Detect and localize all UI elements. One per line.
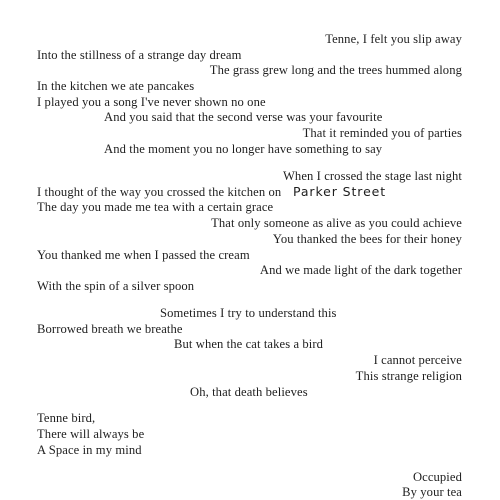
poem-line: With the spin of a silver spoon — [37, 279, 195, 293]
poem-line: The day you made me tea with a certain grace — [37, 200, 274, 214]
poem-line: And the moment you no longer have something to say — [104, 142, 383, 156]
poem-line: There will always be — [37, 427, 145, 441]
poem-line: And you said that the second verse was your favourite — [104, 110, 383, 124]
poem-line: But when the cat takes a bird — [174, 337, 324, 351]
poem-line: In the kitchen we ate pancakes — [37, 79, 195, 93]
poem-line: Into the stillness of a strange day dream — [37, 48, 242, 62]
poem-line: That it reminded you of parties — [302, 126, 462, 140]
poem-line: That only someone as alive as you could achieve — [211, 216, 462, 230]
poem-line: Sometimes I try to understand this — [160, 306, 337, 320]
poem-line: Tenne, I felt you slip away — [325, 32, 462, 46]
poem-line: When I crossed the stage last night — [282, 169, 462, 183]
poem-line: And we made light of the dark together — [259, 263, 462, 277]
poem-line: You thanked the bees for their honey — [272, 232, 462, 246]
poem-line: You thanked me when I passed the cream — [37, 248, 250, 262]
poem-line: The grass grew long and the trees hummed along — [209, 63, 462, 77]
poem-line: A Space in my mind — [37, 443, 142, 457]
poem-line: Oh, that death believes — [190, 385, 308, 399]
poem-line: Borrowed breath we breathe — [37, 322, 183, 336]
poem-line: Tenne bird, — [37, 411, 96, 425]
poem-line: I cannot perceive — [373, 353, 462, 367]
place-name: Parker Street — [293, 184, 387, 199]
poem-line: By your tea — [402, 485, 462, 499]
poem-line: This strange religion — [355, 369, 462, 383]
poem-line: I played you a song I've never shown no one — [37, 95, 266, 109]
poem-line: Occupied — [412, 470, 462, 484]
poem-line: I thought of the way you crossed the kitchen on — [37, 185, 282, 199]
